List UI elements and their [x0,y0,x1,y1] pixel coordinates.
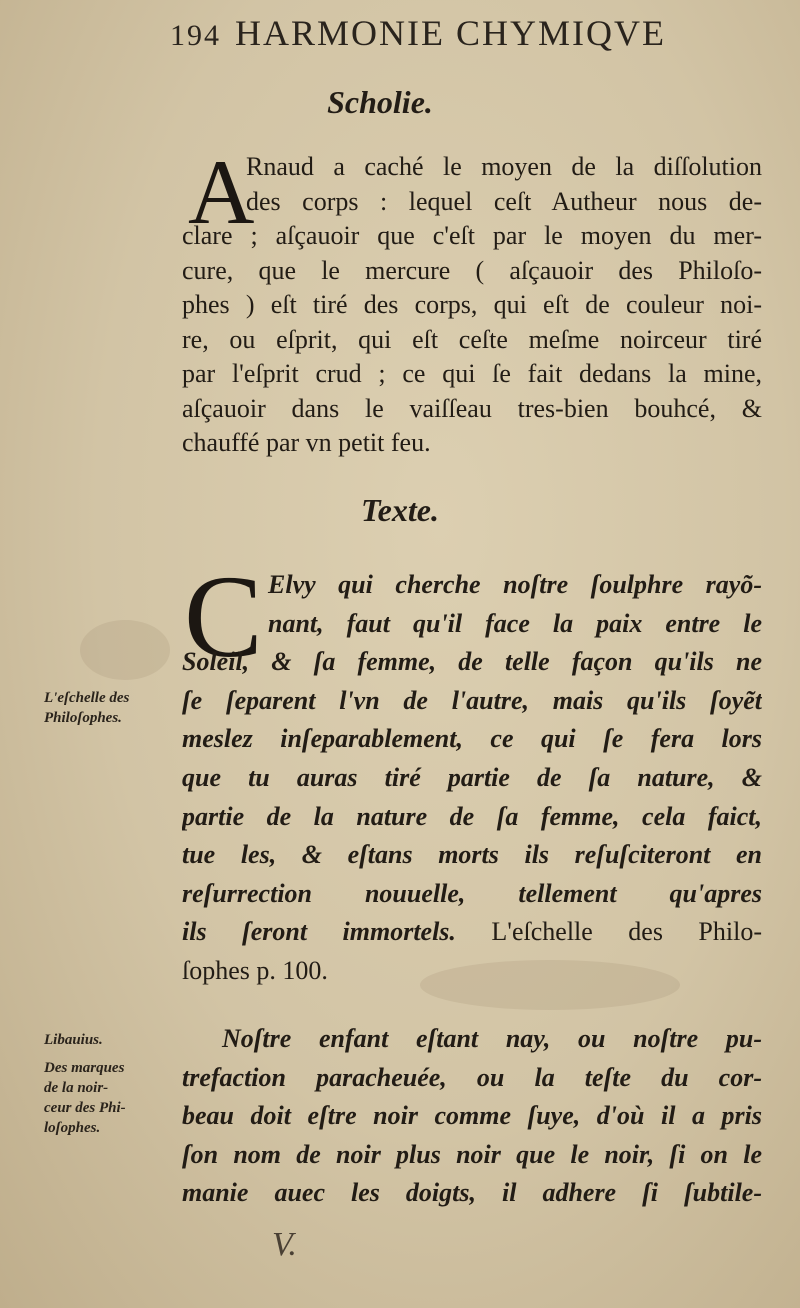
margin-note-marques [44,1058,182,1138]
page-number: 194 [170,19,221,52]
text-line: reſurrection nouuelle, tellement qu'apres [182,878,762,908]
text-line: que tu auras tiré partie de ſa nature, & [182,762,762,792]
text-line: chauffé par vn petit feu. [182,428,431,457]
text-line-roman: L'eſchelle des Philo- [455,917,762,947]
margin-note-line: de la noir- [44,1080,109,1096]
text-line-italic: ils ſeront immortels. [182,917,456,947]
text-line: beau doit eſtre noir comme ſuye, d'où il a pris [182,1101,762,1131]
text-line: re, ou eſprit, qui eſt ceſte meſme noirceur tiré [182,324,762,354]
scholie-paragraph [182,150,762,461]
dropcap-c: C [184,551,263,682]
text-line [182,913,762,952]
text-line: Soleil, & ſa femme, de telle façon qu'ils ne [182,647,762,677]
text-line: par l'eſprit crud ; ce qui ſe fait dedans la mine, [182,359,762,388]
text-line: nant, faut qu'il face la paix entre le [268,608,762,638]
dropcap-a: A [188,141,255,243]
texte-paragraph [182,566,762,991]
margin-note-line: loſophes. [44,1120,101,1136]
margin-note-line: Libauius. [44,1032,103,1048]
scholie-heading: Scholie. [327,84,433,120]
text-line: aſçauoir dans le vaiſſeau tres-bien bouhcé, & [182,393,762,423]
margin-note-eschelle [44,688,182,728]
signature-mark: V. [272,1226,297,1263]
texte-heading: Texte. [361,492,439,528]
text-line: partie de la nature de ſa femme, cela faict, [182,801,762,831]
text-line: ſon nom de noir plus noir que le noir, ſi on le [182,1139,762,1169]
noftre-paragraph [182,1020,762,1213]
text-line: Rnaud a caché le moyen de la diſſolution [246,152,762,181]
text-line: Elvy qui cherche noſtre ſoulphre rayõ- [268,570,762,599]
text-line: manie auec les doigts, il adhere ſi ſubtile- [182,1178,762,1208]
margin-note-libauius [44,1030,182,1050]
text-line: des corps : lequel ceſt Autheur nous de- [246,186,762,216]
text-line: phes ) eſt tiré des corps, qui eſt de couleur noi- [182,290,762,319]
running-header [170,12,666,54]
text-line: trefaction paracheuée, ou la teſte du cor- [182,1062,762,1092]
text-line: tue les, & eſtans morts ils reſuſciteront en [182,840,762,870]
margin-note-line: L'eſchelle des [44,690,130,706]
paper-stain [80,620,170,680]
text-line: ſophes p. 100. [182,955,328,985]
text-line: Noſtre enfant eſtant nay, ou noſtre pu- [222,1024,762,1053]
text-line: meslez inſeparablement, ce qui ſe fera lors [182,724,762,754]
text-line: ſe ſeparent l'vn de l'autre, mais qu'ils ſoyẽt [182,685,762,715]
margin-note-line: Philoſophes. [44,710,122,726]
text-line: cure, que le mercure ( aſçauoir des Philoſo- [182,255,762,285]
margin-note-line: Des marques [44,1060,125,1076]
running-title: HARMONIE CHYMIQVE [235,13,666,53]
margin-note-line: ceur des Phi- [44,1100,126,1116]
text-line: clare ; aſçauoir que c'eſt par le moyen du mer- [182,221,762,250]
